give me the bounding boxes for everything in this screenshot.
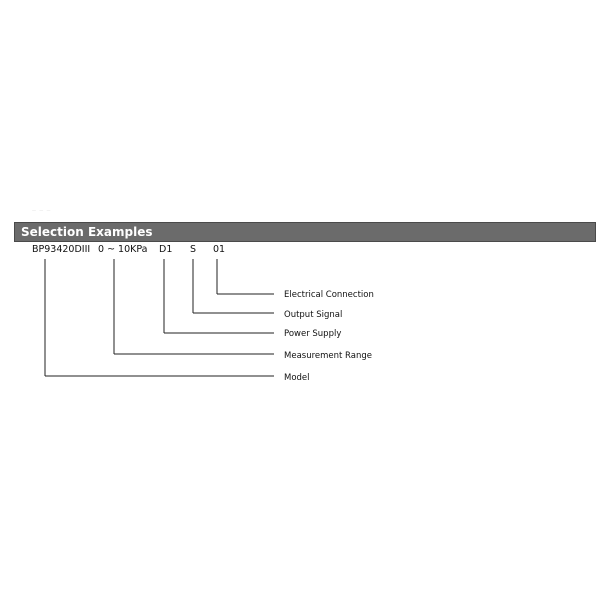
code-range: 0 ~ 10KPa <box>98 244 148 255</box>
label-measurement-range: Measurement Range <box>284 351 372 361</box>
leader-connection <box>217 259 274 294</box>
code-power: D1 <box>159 244 173 255</box>
code-model: BP93420DIII <box>32 244 91 255</box>
leader-signal <box>193 259 274 313</box>
label-power-supply: Power Supply <box>284 329 342 339</box>
label-output-signal: Output Signal <box>284 310 343 320</box>
label-electrical-connection: Electrical Connection <box>284 290 374 300</box>
label-model: Model <box>284 373 310 383</box>
faint-artifact: — — — <box>32 208 52 213</box>
leader-range <box>114 259 274 354</box>
code-connection: 01 <box>213 244 226 255</box>
code-signal: S <box>190 244 197 255</box>
section-title: Selection Examples <box>21 225 153 239</box>
leader-model <box>45 259 274 376</box>
leader-power <box>164 259 274 333</box>
